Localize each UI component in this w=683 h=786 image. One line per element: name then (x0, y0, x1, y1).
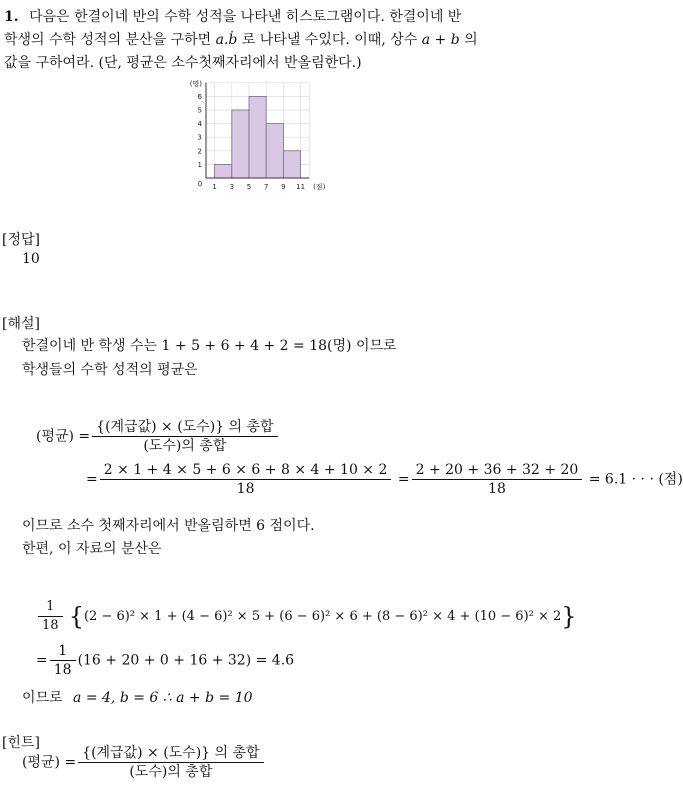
hint-mean-label: (평균) = (22, 754, 77, 771)
left-brace: { (68, 602, 84, 631)
x-tick-label: 3 (229, 183, 235, 191)
variance-result-expr: (16 + 20 + 0 + 16 + 32) = 4.6̇ (77, 652, 295, 669)
calc-numerator-2: 2 + 20 + 36 + 32 + 20 (412, 461, 583, 480)
explanation-line-3: 이므로 소수 첫째자리에서 반올림하면 6 점이다. (22, 518, 315, 534)
variance-expression: (2 − 6)² × 1 + (4 − 6)² × 5 + (6 − 6)² × 6 + (8 − 6)² × 4 + (10 − 6)² × 2 (83, 609, 562, 624)
histogram-bar (283, 151, 300, 178)
variance-result (36, 642, 294, 679)
mean-numerator: {(계급값) × (도수)} 의 총합 (92, 418, 277, 437)
y-tick-label: 2 (197, 147, 202, 156)
y-tick-label: 6 (197, 92, 202, 101)
problem-var-ab: a.ḃ (215, 32, 238, 48)
x-tick-label: 11 (296, 183, 306, 191)
y-tick-label: 3 (197, 133, 202, 142)
calc-numerator-1: 2 × 1 + 4 × 5 + 6 × 6 + 8 × 4 + 10 × 2 (100, 461, 392, 480)
conclusion-expr: a = 4, b = 6 ∴ a + b = 10 (73, 690, 253, 706)
mean-calculation (86, 461, 683, 498)
y-unit-label: (명) (189, 79, 202, 88)
explanation-line-5 (22, 687, 253, 707)
histogram-bar (215, 164, 232, 178)
problem-text-2b: 로 나타낼 수있다. 이때, 상수 (241, 32, 418, 48)
problem-number: 1. (4, 9, 19, 25)
answer-label: [정답] (2, 232, 40, 248)
x-tick-label: 7 (263, 183, 269, 191)
x-tick-label: 1 (212, 183, 217, 191)
conclusion-text: 이므로 (22, 690, 63, 706)
hint-label: [힌트] (2, 735, 40, 751)
variance-denominator-2: 18 (53, 662, 72, 678)
hint-mean-numerator: {(계급값) × (도수)} 의 총합 (78, 744, 263, 763)
hint-mean-denominator: (도수)의 총합 (129, 764, 213, 780)
mean-formula (36, 418, 280, 455)
mean-denominator: (도수)의 총합 (143, 438, 227, 454)
problem-line-3: 값을 구하여라. (단, 평균은 소수첫째자리에서 반올림한다.) (4, 55, 362, 71)
variance-eq: = (36, 652, 48, 669)
y-tick-label: 1 (197, 160, 202, 169)
calc-result: = 6.1 · · · (점) (588, 471, 683, 488)
variance-fraction-2 (50, 642, 76, 679)
mean-label: (평균) = (36, 428, 91, 445)
explanation-label: [해설] (2, 316, 40, 332)
calc-denominator-1: 18 (236, 481, 255, 497)
histogram-bar (249, 96, 266, 178)
student-count-text: 한결이네 반 학생 수는 (22, 338, 158, 354)
variance-formula (36, 598, 577, 635)
x-tick-label: 5 (246, 183, 252, 191)
calc-fraction-1 (100, 461, 392, 498)
variance-numerator: 1 (38, 598, 63, 617)
hint-mean-fraction (78, 744, 263, 781)
problem-line-2 (4, 29, 478, 49)
y-tick-label: 5 (197, 106, 202, 115)
student-count-expr: 1 + 5 + 6 + 4 + 2 = 18(명) (161, 338, 352, 354)
right-brace: } (561, 602, 577, 631)
calc-eq: = (86, 471, 98, 488)
x-tick-label: 0 (197, 180, 203, 188)
problem-text-1: 다음은 한결이네 반의 수학 성적을 나타낸 히스토그램이다. 한결이네 반 (29, 9, 462, 25)
student-count-tail: 이므로 (355, 338, 397, 354)
answer-value: 10 (22, 251, 40, 267)
hint-formula (22, 744, 266, 781)
variance-numerator-2: 1 (50, 642, 76, 661)
histogram-bar (266, 124, 283, 178)
problem-text-2a: 학생의 수학 성적의 분산을 구하면 (4, 32, 212, 48)
calc-denominator-2: 18 (488, 481, 506, 497)
x-unit-label: (점) (313, 183, 326, 191)
mean-fraction (92, 418, 277, 455)
problem-line-1 (4, 6, 461, 26)
calc-eq-2: = (397, 471, 410, 488)
explanation-line-2: 학생들의 수학 성적의 평균은 (22, 362, 198, 378)
histogram-chart (178, 78, 358, 200)
calc-fraction-2 (412, 461, 583, 498)
explanation-line-4: 한편, 이 자료의 분산은 (22, 541, 162, 557)
problem-text-2c: 의 (464, 32, 478, 48)
variance-fraction (38, 598, 63, 635)
variance-denominator: 18 (42, 618, 59, 633)
explanation-line-1 (22, 335, 397, 355)
histogram-bar (232, 110, 249, 178)
y-tick-label: 4 (197, 120, 202, 129)
x-tick-label: 9 (281, 183, 286, 191)
problem-expr-apb: a + b (421, 32, 460, 48)
